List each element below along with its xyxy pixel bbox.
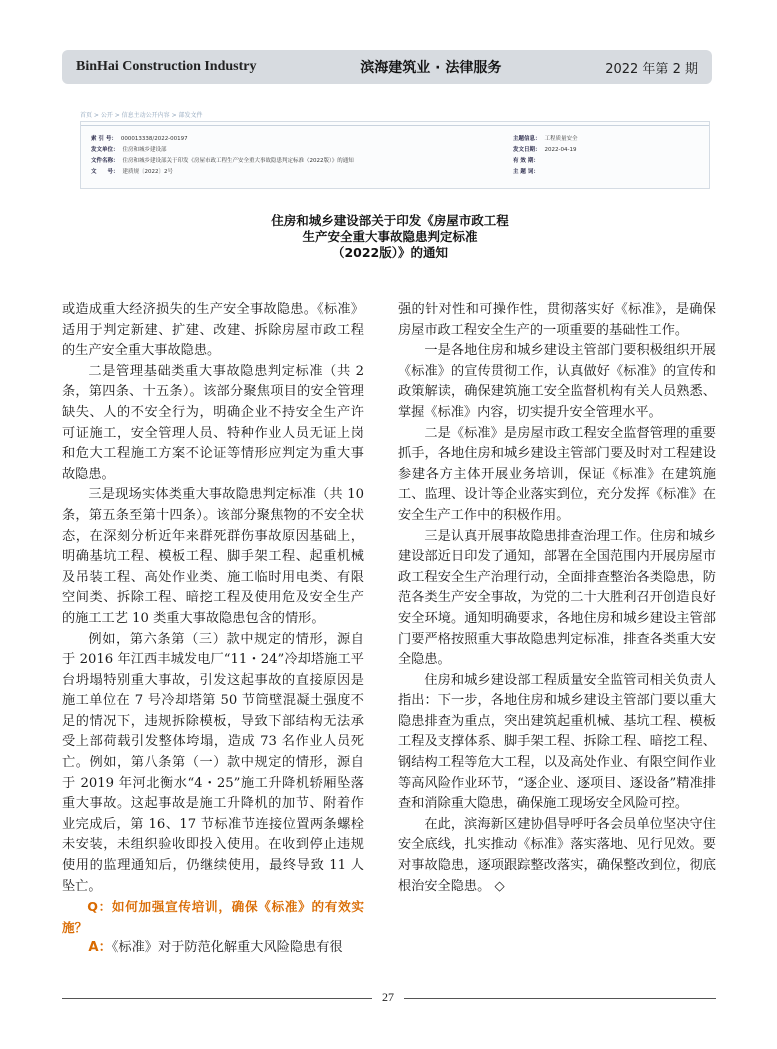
footer-rule-right [404,998,716,999]
left-paragraph-3: 三是现场实体类重大事故隐患判定标准（共 10 条，第五条至第十四条）。该部分聚焦物的不安全状态，在深刻分析近年来群死群伤事故原因基础上，明确基坑工程、模板工程、脚手架工程、起重机械及吊装工程、高处作业类、施工临时用电类、有限空间类、拆除工程、暗挖工程及使用危及安全生产的施工工艺 10 类重大事故隐患包含的情形。 [62,487,364,626]
publication-name-en: BinHai Construction Industry [76,59,257,74]
metadata-document-name: 文件名称： 住房和城乡建设部关于印发《房屋市政工程生产安全重大事故隐患判定标准（2022版）》的通知 [91,158,354,164]
metadata-keywords: 主 题 词： [513,169,539,175]
question-heading: Q：如何加强宣传培训，确保《标准》的有效实施？ [62,899,364,935]
document-title [160,213,620,261]
metadata-document-number: 文 号： 建质规〔2022〕2号 [91,169,174,175]
page-number: 27 [378,990,398,1005]
left-paragraph-4: 例如，第六条第（三）款中规定的情形，源自于 2016 年江西丰城发电厂“11・24”冷却塔施工平台坍塌特别重大事故，引发这起事故的直接原因是施工单位在 7 号冷却塔第 50 节筒壁混凝土强度不足的情况下，违规拆除模板，导致下部结构无法承受上部荷载引发整体垮塌，造成 73 名作业人员死亡。例如，第八条第（一）款中规定的情形，源自于 2019 年河北衡水“4・25”施工升降机轿厢坠落重大事故。这起事故是施工升降机的加节、附着作业完成后，第 16、17 节标准节连接位置两条螺栓未安装，未组织验收即投入使用。在收到停止违规使用的监理通知后，仍继续使用，最终导致 11 人坠亡。 [62,631,364,894]
document-metadata-box [80,121,710,189]
right-paragraph-6: 在此，滨海新区建协倡导呼吁各会员单位坚决守住安全底线，扎实推动《标准》落实落地、见行见效。要对事故隐患，逐项跟踪整改落实，确保整改到位，彻底根治安全隐患。 ◇ [398,816,716,894]
title-line-2: 生产安全重大事故隐患判定标准 [302,229,478,244]
metadata-index-number: 索 引 号： 000013338/2022-00197 [91,136,188,142]
metadata-validity: 有 效 期： [513,158,539,164]
title-line-1: 住房和城乡建设部关于印发《房屋市政工程 [271,213,509,228]
right-paragraph-3: 二是《标准》是房屋市政工程安全监督管理的重要抓手，各地住房和城乡建设主管部门要及时对工程建设参建各方主体开展业务培训，保证《标准》在建筑施工、监理、设计等企业落实到位，充分发挥《标准》在安全生产工作中的积极作用。 [398,425,716,523]
metadata-top-rule [81,125,709,126]
answer-text: 《标准》对于防范化解重大风险隐患有很 [111,940,343,956]
issue-label: 2022 年第 2 期 [605,61,698,77]
right-paragraph-5: 住房和城乡建设部工程质量安全监管司相关负责人指出：下一步，各地住房和城乡建设主管部门要以重大隐患排查为重点，突出建筑起重机械、基坑工程、模板工程及支撑体系、脚手架工程、拆除工程、暗挖工程、钢结构工程等危大工程，以及高处作业、有限空间作业等高风险作业环节，“逐企业、逐项目、逐设备”精准排查和消除重大隐患，确保施工现场安全风险可控。 [398,672,716,812]
right-paragraph-1: 强的针对性和可操作性，贯彻落实好《标准》，是确保房屋市政工程安全生产的一项重要的基础性工作。 [398,302,716,338]
page-header [62,50,712,84]
publication-name-zh: 滨海建筑业 · 法律服务 [360,60,502,76]
right-column [398,300,716,897]
left-paragraph-2: 二是管理基础类重大事故隐患判定标准（共 2 条，第四条、十五条）。该部分聚焦项目的安全管理缺失、人的不安全行为，明确企业不持安全生产许可证施工，安全管理人员、特种作业人员无证上岗和危大工程施工方案不论证等情形应判定为重大事故隐患。 [62,363,364,482]
answer-paragraph [62,938,364,959]
metadata-issuer: 发文单位： 住房和城乡建设部 [91,147,167,153]
title-line-3: （2022版）》的通知 [331,245,449,260]
answer-label: A： [88,940,112,956]
left-column [62,300,364,959]
right-paragraph-2: 一是各地住房和城乡建设主管部门要积极组织开展《标准》的宣传贯彻工作，认真做好《标准》的宣传和政策解读，确保建筑施工安全监督机构有关人员熟悉、掌握《标准》内容，切实提升安全管理水平。 [398,343,716,420]
footer-rule-left [62,998,372,999]
breadcrumb: 首页 > 公开 > 信息主动公开内容 > 部发文件 [80,112,203,119]
metadata-issue-date: 发文日期： 2022-04-19 [513,147,577,153]
left-paragraph-1: 或造成重大经济损失的生产安全事故隐患。《标准》适用于判定新建、扩建、改建、拆除房屋市政工程的生产安全重大事故隐患。 [62,302,364,359]
metadata-subject: 主题信息： 工程质量安全 [513,136,578,142]
right-paragraph-4: 三是认真开展事故隐患排查治理工作。住房和城乡建设部近日印发了通知，部署在全国范围内开展房屋市政工程安全生产治理行动，全面排查整治各类隐患，防范各类生产安全事故，为党的二十大胜利召开创造良好安全环境。通知明确要求，各地住房和城乡建设主管部门要严格按照重大事故隐患判定标准，排查各类重大安全隐患。 [398,528,716,668]
